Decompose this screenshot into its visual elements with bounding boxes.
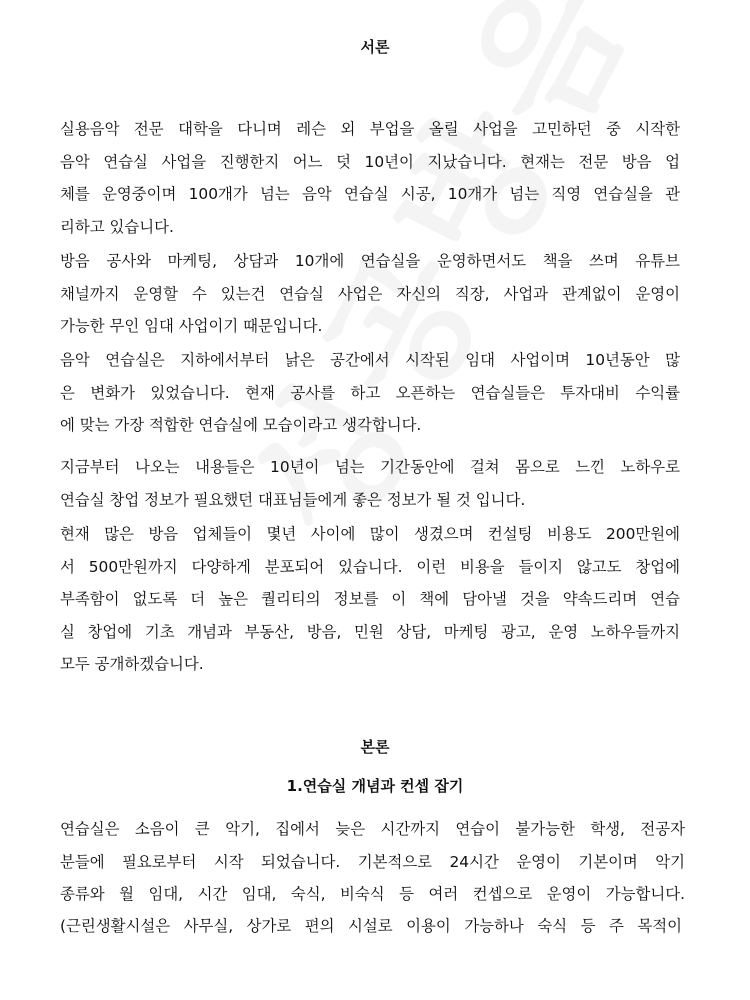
paragraph-line: 음악 연습실은 지하에서부터 낡은 공간에서 시작된 임대 사업이며 10년동안 많	[60, 351, 680, 369]
paragraph-line: 실용음악 전문 대학을 다니며 레슨 외 부업을 올릴 사업을 고민하던 중 시작한	[60, 120, 680, 138]
heading-chapter-1: 1.연습실 개념과 컨셉 잡기	[286, 777, 464, 795]
intro-paragraph-1	[60, 113, 680, 243]
paragraph-line: 서 500만원까지 다양하게 분포되어 있습니다. 이런 비용을 들이지 않고도 창업에	[60, 557, 680, 576]
body-paragraph-2	[60, 910, 682, 943]
paragraph-line: 지금부터 나오는 내용들은 10년이 넘는 기간동안에 걸쳐 몸으로 느낀 노하우로	[60, 458, 680, 476]
paragraph-line: 에 맞는 가장 적합한 연습실에 모습이라고 생각합니다.	[60, 416, 422, 434]
paragraph-line: 리하고 있습니다.	[60, 217, 174, 236]
paragraph-line: 연습실 창업 정보가 필요했던 대표님들에게 좋은 정보가 될 것 입니다.	[60, 490, 526, 509]
paragraph-line: 은 변화가 있었습니다. 현재 공사를 하고 오픈하는 연습실들은 투자대비 수익률	[60, 383, 680, 402]
paragraph-line: 부족함이 없도록 더 높은 퀄리티의 정보를 이 책에 담아낼 것을 약속드리며 연습	[60, 590, 680, 608]
paragraph-line: 현재 많은 방음 업체들이 몇년 사이에 많이 생겼으며 컨설팅 비용도 200만원에	[60, 525, 680, 543]
heading-intro: 서론	[360, 38, 390, 56]
paragraph-line: 방음 공사와 마케팅, 상담과 10개에 연습실을 운영하면서도 책을 쓰며 유튜브	[60, 252, 680, 270]
paragraph-line: 체를 운영중이며 100개가 넘는 음악 연습실 시공, 10개가 넘는 직영 연습실을 관	[60, 185, 680, 203]
paragraph-line: 채널까지 운영할 수 있는건 연습실 사업은 자신의 직장, 사업과 관계없이 운영이	[60, 284, 680, 303]
intro-paragraph-4	[60, 451, 680, 516]
heading-body: 본론	[360, 738, 390, 756]
paragraph-line: 종류와 월 임대, 시간 임대, 숙식, 비숙식 등 여러 컨셉으로 운영이 가능합니다.	[60, 885, 685, 903]
paragraph-line: 연습실은 소음이 큰 악기, 집에서 늦은 시간까지 연습이 불가능한 학생, 전공자	[60, 820, 685, 838]
paragraph-line: 분들에 필요로부터 시작 되었습니다. 기본적으로 24시간 운영이 기본이며 악기	[60, 852, 685, 871]
paragraph-line: 실 창업에 기초 개념과 부동산, 방음, 민원 상담, 마케팅 광고, 운영 노하우들까지	[60, 622, 680, 641]
body-paragraph-1	[60, 813, 685, 911]
intro-paragraph-2	[60, 245, 680, 343]
paragraph-line: (근린생활시설은 사무실, 상가로 편의 시설로 이용이 가능하나 숙식 등 주 목적이	[60, 917, 682, 935]
paragraph-line: 음악 연습실 사업을 진행한지 어느 덧 10년이 지났습니다. 현재는 전문 방음 업	[60, 152, 680, 171]
intro-paragraph-3	[60, 344, 680, 442]
paragraph-line: 모두 공개하겠습니다.	[60, 655, 204, 673]
intro-paragraph-5	[60, 518, 680, 681]
paragraph-line: 가능한 무인 임대 사업이기 때문입니다.	[60, 317, 323, 335]
